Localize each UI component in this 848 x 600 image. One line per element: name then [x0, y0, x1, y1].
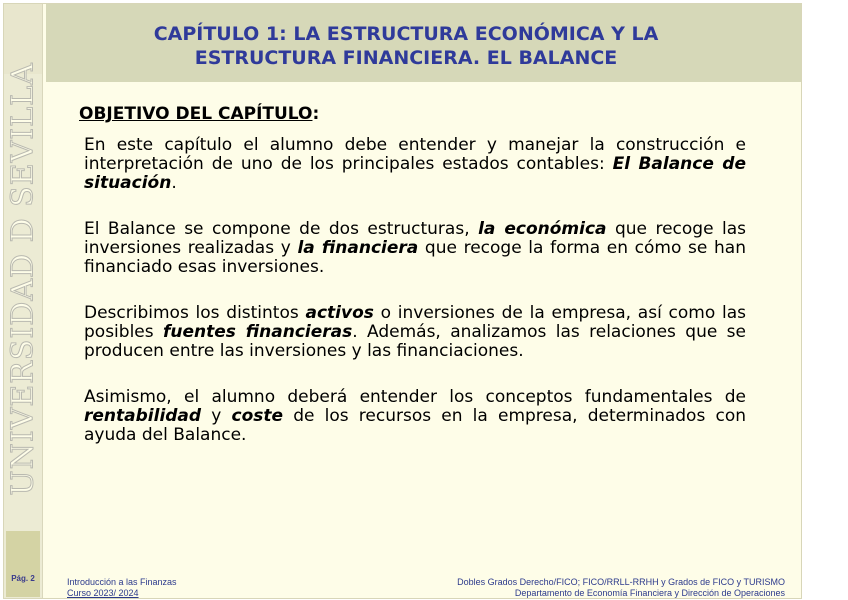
p4-text-3: de los recursos en la empresa, determinados con ayuda del Balance.: [84, 406, 747, 445]
p3-emphasis-1: activos: [305, 303, 374, 323]
title-line-2: ESTRUCTURA FINANCIERA. EL BALANCE: [194, 47, 618, 69]
content-body: [76, 104, 746, 472]
p4-text-2: y: [201, 406, 232, 426]
section-heading-text: OBJETIVO DEL CAPÍTULO: [79, 104, 313, 124]
p3-emphasis-2: fuentes financieras: [162, 322, 353, 342]
university-watermark: UNIVERSIDAD D SEVILLA: [5, 62, 41, 496]
slide: [3, 3, 802, 599]
footer-department-info: [457, 577, 785, 599]
p3-text-3: . Además, analizamos las relaciones que se producen entre las inversiones y las financiaciones.: [84, 322, 746, 361]
paragraph-1: [84, 136, 746, 193]
footer-course-year: Curso 2023/ 2024: [67, 588, 139, 598]
p2-text-1: El Balance se compone de dos estructuras,: [84, 219, 479, 239]
p2-text-2: que recoge las inversiones realizadas y: [84, 219, 747, 258]
p1-text-1: En este capítulo el alumno debe entender y manejar la construcción e interpretación de uno de los principales estados contables:: [84, 135, 746, 174]
p3-text-2: o inversiones de la empresa, así como las posibles: [84, 303, 746, 342]
p4-text-1: Asimismo, el alumno deberá entender los conceptos fundamentales de: [84, 387, 746, 407]
paragraph-4: [84, 388, 746, 445]
page-tab: [6, 531, 40, 597]
footer-course-info: [67, 577, 177, 599]
p4-emphasis-1: rentabilidad: [84, 406, 202, 426]
paragraph-3: [84, 304, 746, 361]
p2-text-3: que recoge la forma en cómo se han financiado esas inversiones.: [84, 238, 746, 277]
footer-department: Departamento de Economía Financiera y Dirección de Operaciones: [514, 588, 785, 598]
sidebar: [4, 4, 43, 598]
header-band: [46, 4, 801, 82]
page-title: [46, 22, 766, 70]
footer-degrees: Dobles Grados Derecho/FICO; FICO/RRLL-RRHH y Grados de FICO y TURISMO: [457, 577, 785, 587]
p1-text-2: .: [171, 173, 177, 193]
section-heading-colon: :: [312, 104, 320, 124]
p2-emphasis-1: la económica: [478, 219, 607, 239]
p3-text-1: Describimos los distintos: [84, 303, 306, 323]
title-line-1: CAPÍTULO 1: LA ESTRUCTURA ECONÓMICA Y LA: [153, 23, 659, 45]
footer-course-name: Introducción a las Finanzas: [67, 577, 177, 587]
p1-emphasis-1: El Balance de situación: [84, 154, 747, 193]
paragraph-2: [84, 220, 746, 277]
page-number: Pág. 2: [11, 574, 35, 583]
section-heading: [79, 104, 746, 124]
p4-emphasis-2: coste: [231, 406, 284, 426]
p2-emphasis-2: la financiera: [297, 238, 419, 258]
